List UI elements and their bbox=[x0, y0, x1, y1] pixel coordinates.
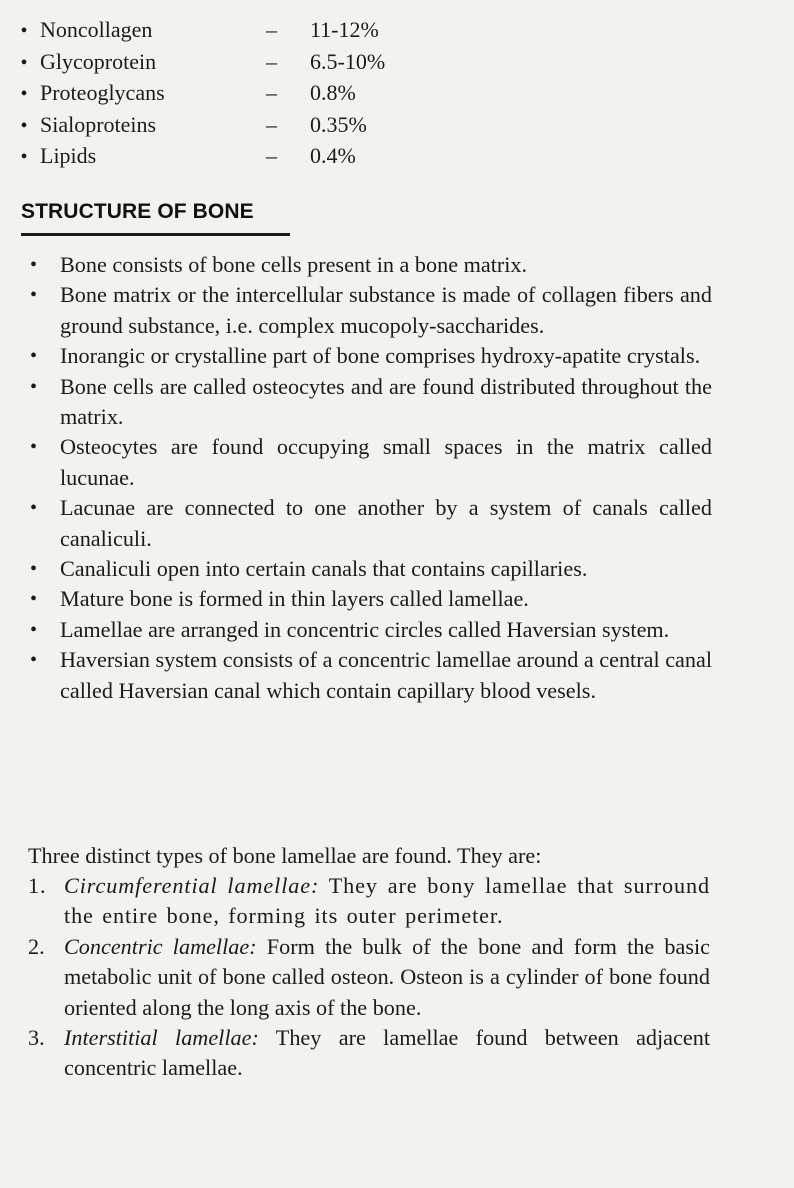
dash: – bbox=[266, 17, 277, 42]
bullet-icon: • bbox=[30, 618, 38, 641]
dash: – bbox=[266, 80, 277, 105]
list-item: • Bone cells are called osteocytes and are found distributed throughout the matrix. bbox=[30, 373, 712, 430]
list-item bbox=[28, 932, 710, 1023]
bullet-icon: • bbox=[30, 345, 38, 368]
item-term: Concentric lamellae: bbox=[64, 933, 257, 959]
composition-row bbox=[8, 112, 428, 144]
bullet-icon: • bbox=[30, 497, 38, 520]
list-item: • Lamellae are arranged in concentric circles called Haversian system. bbox=[22, 615, 712, 645]
item-number: 3. bbox=[28, 1025, 45, 1051]
bullet-icon: • bbox=[30, 436, 38, 459]
list-item: • Inorangic or crystalline part of bone comprises hydroxy-apatite crystals. bbox=[22, 341, 712, 371]
list-item: • Bone matrix or the intercellular substance is made of collagen fibers and ground substance, i.e. complex mucopoly-saccharides. bbox=[30, 282, 712, 338]
component-value: 6.5-10% bbox=[310, 48, 386, 74]
dash: – bbox=[266, 111, 277, 137]
composition-row bbox=[8, 49, 428, 81]
list-item: • Canaliculi open into certain canals that contains capillaries. bbox=[22, 554, 712, 584]
bullet-icon: • bbox=[30, 558, 38, 581]
component-name: Lipids bbox=[40, 143, 97, 168]
item-text: Form the bulk of the bone and form the basic metabolic unit of bone called osteon. Osteon is a cylinder of bone found oriented along the long axis of the bone. bbox=[64, 933, 710, 1020]
item-text: They are bony lamellae that surround the entire bone, forming its outer perimeter. bbox=[64, 873, 710, 929]
item-text: They are lamellae found between adjacent concentric lamellae. bbox=[64, 1025, 710, 1081]
bullet-icon: • bbox=[20, 83, 28, 105]
item-number: 1. bbox=[28, 873, 47, 898]
composition-row bbox=[8, 143, 428, 175]
list-item bbox=[28, 871, 710, 932]
bullet-icon: • bbox=[20, 146, 28, 168]
bullet-icon: • bbox=[20, 51, 28, 74]
component-name: Noncollagen bbox=[40, 17, 153, 42]
lamellae-list bbox=[28, 871, 710, 1084]
component-value: 0.35% bbox=[310, 111, 367, 137]
component-name: Proteoglycans bbox=[40, 80, 165, 105]
list-item: • Haversian system consists of a concentric lamellae around a central canal called Haversian canal which contain capillary blood vesels. bbox=[30, 647, 712, 703]
component-name: Glycoprotein bbox=[40, 48, 157, 74]
list-item: • Bone consists of bone cells present in a bone matrix. bbox=[22, 250, 712, 280]
list-item bbox=[28, 1023, 710, 1084]
composition-row bbox=[8, 17, 428, 49]
bullet-icon: • bbox=[30, 254, 38, 276]
section-heading: STRUCTURE OF BONE bbox=[21, 200, 254, 223]
bullet-icon: • bbox=[30, 284, 38, 307]
show-through-decoration bbox=[430, 14, 640, 38]
bullet-icon: • bbox=[30, 588, 38, 611]
item-number: 2. bbox=[28, 933, 45, 959]
lamellae-intro: Three distinct types of bone lamellae are found. They are: bbox=[28, 843, 542, 868]
component-value: 11-12% bbox=[310, 17, 379, 42]
list-item: • Mature bone is formed in thin layers called lamellae. bbox=[22, 584, 712, 614]
bullet-icon: • bbox=[30, 375, 38, 398]
dash: – bbox=[266, 48, 277, 74]
item-term: Circumferential lamellae: bbox=[64, 873, 320, 898]
list-item: • Osteocytes are found occupying small spaces in the matrix called lucunae. bbox=[30, 434, 712, 490]
structure-bullet-list bbox=[22, 250, 712, 706]
bullet-icon: • bbox=[20, 20, 28, 42]
composition-row bbox=[8, 80, 428, 112]
component-value: 0.8% bbox=[310, 80, 356, 105]
dash: – bbox=[266, 143, 277, 168]
bullet-icon: • bbox=[30, 649, 38, 672]
heading-underline bbox=[21, 233, 290, 236]
item-term: Interstitial lamellae: bbox=[64, 1025, 259, 1051]
list-item: • Lacunae are connected to one another by a system of canals called canaliculi. bbox=[30, 495, 712, 551]
component-value: 0.4% bbox=[310, 143, 356, 168]
component-name: Sialoproteins bbox=[40, 111, 157, 137]
bullet-icon: • bbox=[20, 114, 28, 137]
composition-list bbox=[8, 17, 428, 175]
